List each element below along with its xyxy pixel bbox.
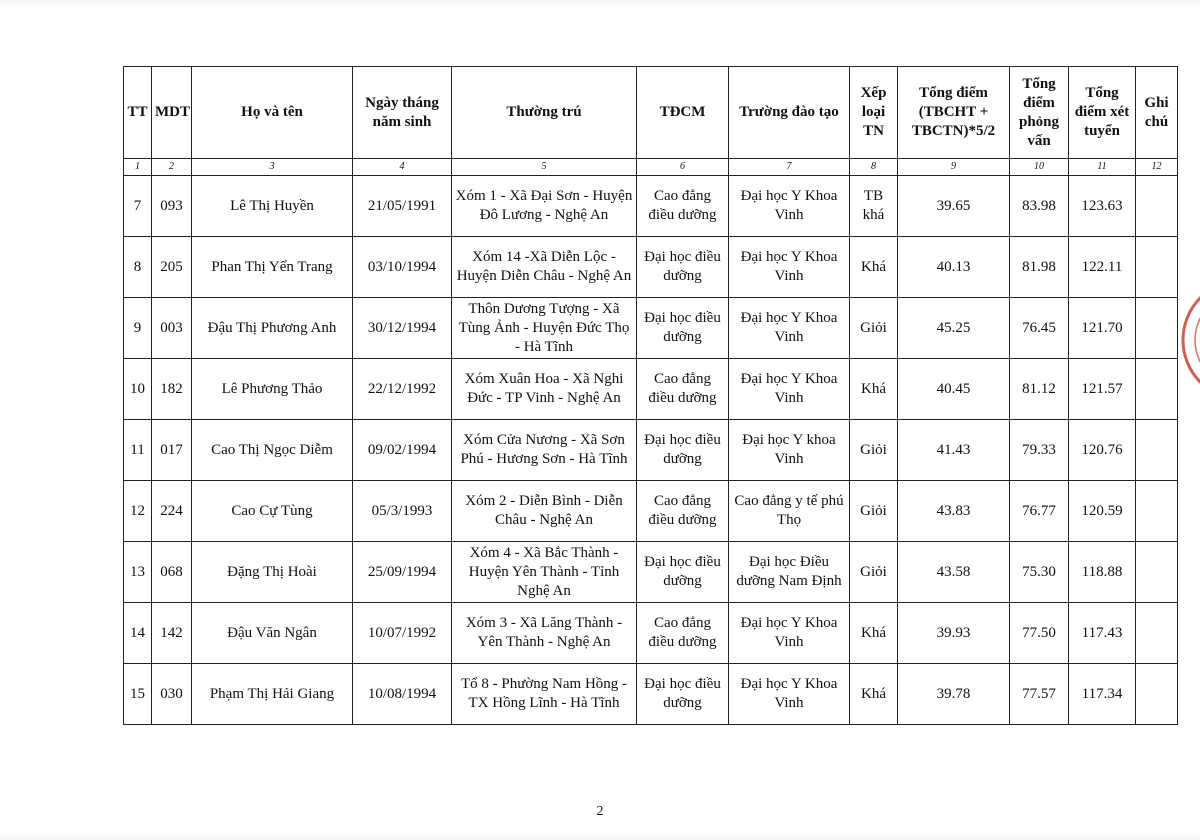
cell-school: Đại học Y Khoa Vinh [729,603,850,664]
cell-final-score: 118.88 [1069,542,1136,603]
cell-tt: 11 [124,420,152,481]
cell-name: Phạm Thị Hải Giang [192,664,353,725]
cell-total-score: 41.43 [898,420,1010,481]
cell-tdcm: Cao đẳng điều dưỡng [637,481,729,542]
cell-interview-score: 81.12 [1010,359,1069,420]
cell-school: Đại học Y Khoa Vinh [729,298,850,359]
cell-dob: 10/07/1992 [353,603,452,664]
cell-address: Tổ 8 - Phường Nam Hồng - TX Hồng Lĩnh - Hà Tĩnh [452,664,637,725]
cell-address: Xóm Cửa Nương - Xã Sơn Phú - Hương Sơn - Hà Tĩnh [452,420,637,481]
cell-rank: Giỏi [850,298,898,359]
header-school: Trường đào tạo [729,67,850,159]
column-number: 6 [637,159,729,176]
header-dob: Ngày tháng năm sinh [353,67,452,159]
cell-name: Đậu Thị Phương Anh [192,298,353,359]
cell-name: Đậu Văn Ngân [192,603,353,664]
cell-note [1136,420,1178,481]
cell-interview-score: 76.77 [1010,481,1069,542]
column-number: 2 [152,159,192,176]
cell-dob: 25/09/1994 [353,542,452,603]
column-number: 12 [1136,159,1178,176]
table-row [124,542,1178,603]
column-number: 8 [850,159,898,176]
cell-tdcm: Cao đẳng điều dưỡng [637,359,729,420]
header-tt: TT [124,67,152,159]
cell-rank: Giỏi [850,420,898,481]
cell-rank: Khá [850,359,898,420]
header-final-score: Tổng điểm xét tuyển [1069,67,1136,159]
page-number: 2 [596,804,604,819]
cell-name: Phan Thị Yến Trang [192,237,353,298]
cell-tdcm: Đại học điều dưỡng [637,664,729,725]
cell-school: Đại học Điều dưỡng Nam Định [729,542,850,603]
cell-total-score: 40.13 [898,237,1010,298]
cell-rank: Khá [850,237,898,298]
cell-rank: Khá [850,603,898,664]
cell-interview-score: 83.98 [1010,176,1069,237]
cell-school: Đại học Y Khoa Vinh [729,664,850,725]
cell-interview-score: 79.33 [1010,420,1069,481]
cell-mdt: 093 [152,176,192,237]
cell-total-score: 39.78 [898,664,1010,725]
cell-final-score: 120.59 [1069,481,1136,542]
table-body [124,176,1178,725]
cell-interview-score: 75.30 [1010,542,1069,603]
column-number: 3 [192,159,353,176]
cell-note [1136,237,1178,298]
cell-school: Đại học Y Khoa Vinh [729,176,850,237]
cell-school: Đại học Y Khoa Vinh [729,237,850,298]
cell-mdt: 205 [152,237,192,298]
cell-final-score: 117.43 [1069,603,1136,664]
cell-final-score: 122.11 [1069,237,1136,298]
cell-mdt: 142 [152,603,192,664]
cell-address: Xóm 3 - Xã Lăng Thành - Yên Thành - Nghệ An [452,603,637,664]
header-mdt: MDT [152,67,192,159]
table-row [124,359,1178,420]
cell-total-score: 39.65 [898,176,1010,237]
column-number: 11 [1069,159,1136,176]
column-number: 7 [729,159,850,176]
table-row [124,603,1178,664]
header-row [124,67,1178,159]
cell-name: Lê Phương Thảo [192,359,353,420]
cell-interview-score: 76.45 [1010,298,1069,359]
header-rank: Xếp loại TN [850,67,898,159]
cell-name: Cao Cự Tùng [192,481,353,542]
cell-mdt: 182 [152,359,192,420]
cell-tdcm: Đại học điều dưỡng [637,542,729,603]
cell-tdcm: Đại học điều dưỡng [637,298,729,359]
cell-address: Xóm 1 - Xã Đại Sơn - Huyện Đô Lương - Nghệ An [452,176,637,237]
cell-total-score: 43.83 [898,481,1010,542]
cell-total-score: 40.45 [898,359,1010,420]
cell-final-score: 117.34 [1069,664,1136,725]
table-row [124,481,1178,542]
cell-school: Đại học Y khoa Vinh [729,420,850,481]
cell-note [1136,603,1178,664]
cell-mdt: 068 [152,542,192,603]
cell-final-score: 121.57 [1069,359,1136,420]
table-row [124,298,1178,359]
cell-note [1136,298,1178,359]
cell-rank: Giỏi [850,481,898,542]
cell-name: Cao Thị Ngọc Diễm [192,420,353,481]
cell-mdt: 030 [152,664,192,725]
cell-interview-score: 81.98 [1010,237,1069,298]
cell-tt: 14 [124,603,152,664]
header-note: Ghi chú [1136,67,1178,159]
cell-school: Cao đẳng y tế phú Thọ [729,481,850,542]
results-table [123,66,1178,725]
cell-tt: 10 [124,359,152,420]
header-interview-score: Tổng điểm phỏng vấn [1010,67,1069,159]
table-row [124,664,1178,725]
table-row [124,237,1178,298]
cell-final-score: 121.70 [1069,298,1136,359]
cell-tdcm: Đại học điều dưỡng [637,237,729,298]
cell-dob: 09/02/1994 [353,420,452,481]
cell-dob: 21/05/1991 [353,176,452,237]
cell-interview-score: 77.57 [1010,664,1069,725]
cell-address: Xóm 2 - Diễn Bình - Diễn Châu - Nghệ An [452,481,637,542]
cell-tdcm: Cao đẳng điều dưỡng [637,176,729,237]
column-number-row [124,159,1178,176]
table-row [124,176,1178,237]
column-number: 4 [353,159,452,176]
cell-tt: 15 [124,664,152,725]
cell-note [1136,481,1178,542]
cell-dob: 10/08/1994 [353,664,452,725]
cell-mdt: 003 [152,298,192,359]
cell-note [1136,542,1178,603]
cell-mdt: 017 [152,420,192,481]
cell-note [1136,176,1178,237]
header-tdcm: TĐCM [637,67,729,159]
cell-dob: 22/12/1992 [353,359,452,420]
header-total-score: Tổng điểm (TBCHT + TBCTN)*5/2 [898,67,1010,159]
header-address: Thường trú [452,67,637,159]
cell-final-score: 120.76 [1069,420,1136,481]
column-number: 5 [452,159,637,176]
column-number: 10 [1010,159,1069,176]
cell-tt: 13 [124,542,152,603]
cell-total-score: 39.93 [898,603,1010,664]
column-number: 1 [124,159,152,176]
cell-address: Xóm 4 - Xã Bắc Thành - Huyện Yên Thành - Tỉnh Nghệ An [452,542,637,603]
cell-tt: 9 [124,298,152,359]
cell-school: Đại học Y Khoa Vinh [729,359,850,420]
header-name: Họ và tên [192,67,353,159]
cell-name: Đặng Thị Hoài [192,542,353,603]
cell-dob: 30/12/1994 [353,298,452,359]
cell-tdcm: Đại học điều dưỡng [637,420,729,481]
cell-name: Lê Thị Huyền [192,176,353,237]
cell-tdcm: Cao đẳng điều dưỡng [637,603,729,664]
cell-tt: 8 [124,237,152,298]
cell-note [1136,359,1178,420]
cell-note [1136,664,1178,725]
cell-mdt: 224 [152,481,192,542]
cell-final-score: 123.63 [1069,176,1136,237]
cell-total-score: 45.25 [898,298,1010,359]
cell-address: Thôn Dương Tượng - Xã Tùng Ảnh - Huyện Đức Thọ - Hà Tĩnh [452,298,637,359]
cell-tt: 12 [124,481,152,542]
cell-interview-score: 77.50 [1010,603,1069,664]
cell-rank: Giỏi [850,542,898,603]
cell-dob: 05/3/1993 [353,481,452,542]
cell-address: Xóm 14 -Xã Diễn Lộc - Huyện Diễn Châu - Nghệ An [452,237,637,298]
column-number: 9 [898,159,1010,176]
cell-rank: Khá [850,664,898,725]
cell-rank: TB khá [850,176,898,237]
cell-dob: 03/10/1994 [353,237,452,298]
cell-total-score: 43.58 [898,542,1010,603]
cell-tt: 7 [124,176,152,237]
table-row [124,420,1178,481]
cell-address: Xóm Xuân Hoa - Xã Nghi Đức - TP Vinh - Nghệ An [452,359,637,420]
